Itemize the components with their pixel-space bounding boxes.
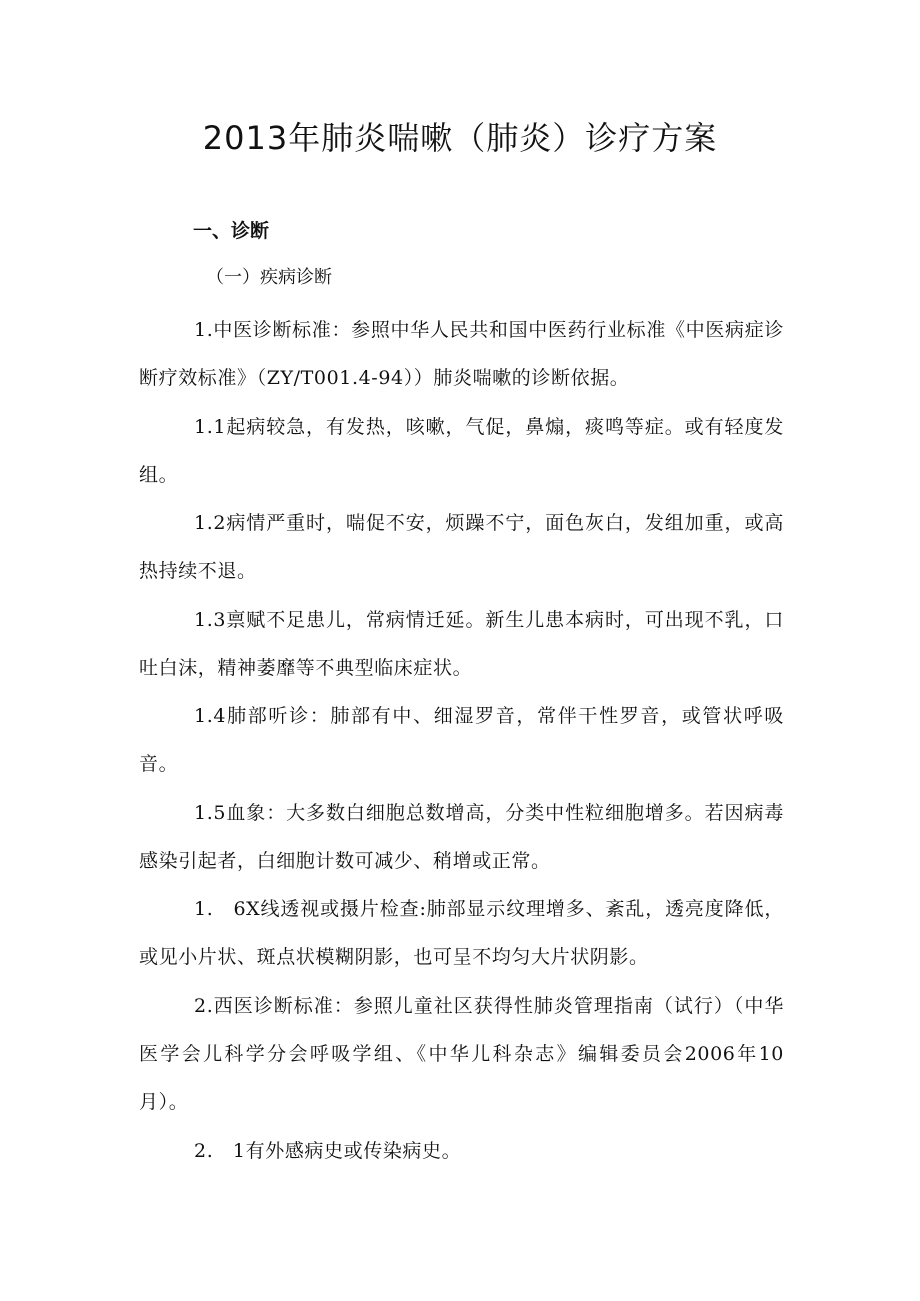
paragraph-2-1: 2. 1有外感病史或传染病史。 <box>194 1140 462 1162</box>
paragraph-tcm-criteria: 1.中医诊断标准：参照中华人民共和国中医药行业标准《中医病症诊断疗效标准》（ZY/T001.4-94））肺炎喘嗽的诊断依据。 <box>139 319 784 389</box>
subsection-heading: （一）疾病诊断 <box>206 267 332 288</box>
paragraph-1-4: 1.4肺部听诊：肺部有中、细湿罗音，常伴干性罗音，或管状呼吸音。 <box>139 705 784 775</box>
section-heading: 一、诊断 <box>193 220 270 242</box>
paragraph-western-criteria: 2.西医诊断标准：参照儿童社区获得性肺炎管理指南（试行）（中华医学会儿科学分会呼吸学组、《中华儿科杂志》编辑委员会2006年10月）。 <box>139 995 784 1113</box>
document-title: 2013年肺炎喘嗽（肺炎）诊疗方案 <box>202 119 718 157</box>
paragraph-1-1: 1.1起病较急，有发热，咳嗽，气促，鼻煽，痰鸣等症。或有轻度发组。 <box>139 416 784 486</box>
paragraph-1-5: 1.5血象：大多数白细胞总数增高，分类中性粒细胞增多。若因病毒感染引起者，白细胞计数可减少、稍增或正常。 <box>139 802 784 872</box>
paragraph-1-3: 1.3禀赋不足患儿，常病情迁延。新生儿患本病时，可出现不乳，口吐白沫，精神萎靡等不典型临床症状。 <box>139 609 784 679</box>
paragraph-1-2: 1.2病情严重时，喘促不安，烦躁不宁，面色灰白，发组加重，或高热持续不退。 <box>139 512 784 582</box>
paragraph-1-6: 1. 6X线透视或摄片检查:肺部显示纹理增多、紊乱，透亮度降低，或见小片状、斑点状模糊阴影，也可呈不均匀大片状阴影。 <box>139 898 784 968</box>
